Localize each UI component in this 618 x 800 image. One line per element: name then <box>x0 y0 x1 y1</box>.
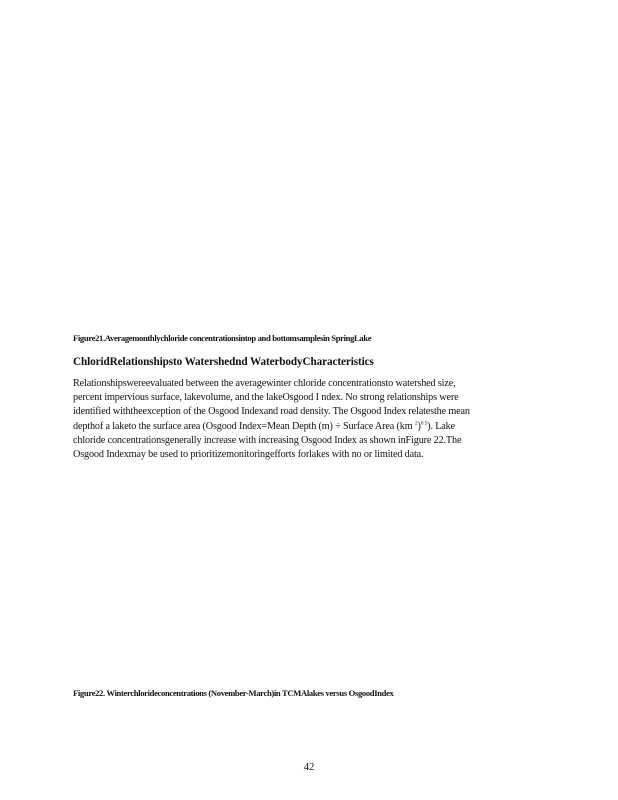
paragraph-line-1: Relationshipswereevaluated between the averagewinter chloride concentrationsto watershed size, <box>73 378 456 389</box>
section-heading: ChloridRelationshipsto Watershednd WaterbodyCharacteristics <box>73 356 374 368</box>
figure-22-caption: Figure22. Winterchlorideconcentrations (November-March)in TCMAlakes versus OsgoodIndex <box>73 688 394 698</box>
figure-22-area <box>72 478 546 678</box>
figure-21-caption: Figure21.Averagemonthlychloride concentrationsintop and bottomsamplesin SpringLake <box>73 333 372 343</box>
superscript-exponent: 0.5 <box>420 420 428 427</box>
paragraph-line-6: Osgood Indexmay be used to prioritizemonitoringefforts forlakes with no or limited data. <box>73 449 424 461</box>
paragraph-line-4-text: depthof a laketo the surface area (Osgood Index=Mean Depth (m) ÷ Surface Area (km <box>73 420 413 432</box>
paragraph-line-5: chloride concentrationsgenerally increase with increasing Osgood Index as shown inFigure 22.The <box>73 434 462 446</box>
page-number: 42 <box>303 762 315 773</box>
paragraph-line-4-tail: . Lake <box>430 420 455 432</box>
paragraph-line-4: depthof a laketo the surface area (Osgood Index=Mean Depth (m) ÷ Surface Area (km $^2$)$^{0.5}$). Lake <box>73 420 455 432</box>
figure-21-area <box>72 60 546 322</box>
body-paragraph <box>73 377 549 462</box>
paragraph-line-2: percent impervious surface, lakevolume, and the lakeOsgood I ndex. No strong relationships were <box>73 392 459 404</box>
paragraph-line-3: identified withtheexception of the Osgood Indexand road density. The Osgood Index relatesthe mean <box>73 406 470 418</box>
superscript-km: 2 <box>414 420 418 427</box>
